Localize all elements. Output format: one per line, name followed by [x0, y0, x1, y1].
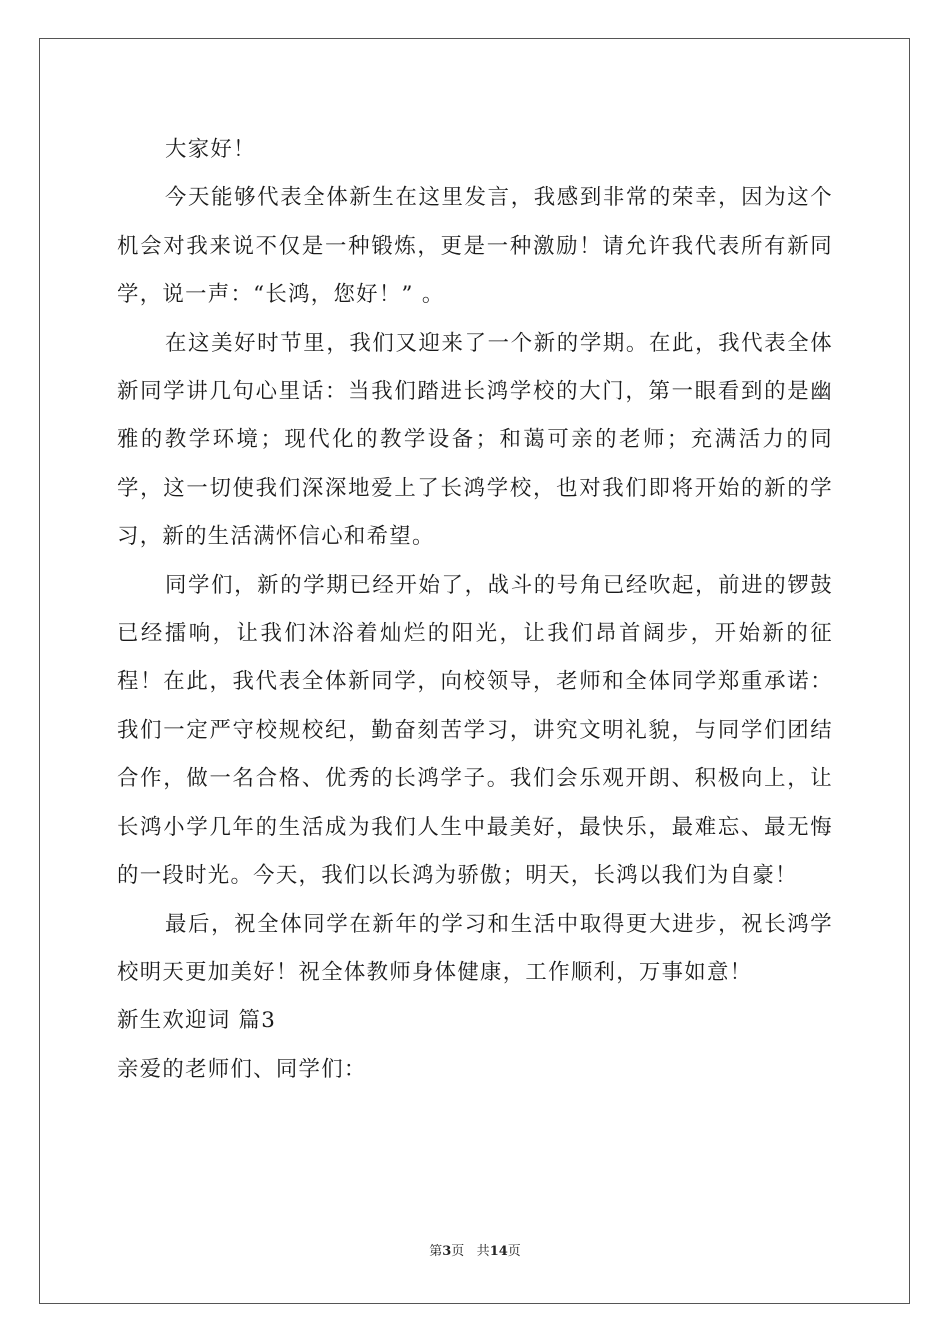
page-number: 3 [442, 1244, 452, 1259]
body-paragraph: 在这美好时节里，我们又迎来了一个新的学期。在此，我代表全体新同学讲几句心里话：当我们踏进长鸿学校的大门，第一眼看到的是幽雅的教学环境；现代化的教学设备；和蔼可亲的老师；充满活力的同学，这一切使我们深深地爱上了长鸿学校，也对我们即将开始的新的学习，新的生活满怀信心和希望。 [117, 330, 833, 550]
document-body [117, 126, 833, 1094]
page-suffix: 页 [451, 1244, 465, 1259]
section-heading: 新生欢迎词 篇3 [117, 1008, 277, 1034]
total-prefix: 共 [476, 1244, 490, 1259]
salutation-paragraph: 亲爱的老师们、同学们： [117, 1056, 367, 1082]
body-paragraph: 同学们，新的学期已经开始了，战斗的号角已经吹起，前进的锣鼓已经擂响，让我们沐浴着灿烂的阳光，让我们昂首阔步，开始新的征程！在此，我代表全体新同学，向校领导，老师和全体同学郑重承诺：我们一定严守校规校纪，勤奋刻苦学习，讲究文明礼貌，与同学们团结合作，做一名合格、优秀的长鸿学子。我们会乐观开朗、积极向上，让长鸿小学几年的生活成为我们人生中最美好，最快乐，最难忘、最无悔的一段时光。今天，我们以长鸿为骄傲；明天，长鸿以我们为自豪！ [117, 572, 833, 889]
body-paragraph: 最后，祝全体同学在新年的学习和生活中取得更大进步，祝长鸿学校明天更加美好！祝全体教师身体健康，工作顺利，万事如意！ [117, 911, 833, 985]
page-prefix: 第 [429, 1244, 443, 1259]
total-suffix: 页 [507, 1244, 521, 1259]
total-pages: 14 [489, 1244, 508, 1259]
body-paragraph: 今天能够代表全体新生在这里发言，我感到非常的荣幸，因为这个机会对我来说不仅是一种锻炼，更是一种激励！请允许我代表所有新同学，说一声：“长鸿，您好！” 。 [117, 185, 833, 308]
greeting-paragraph: 大家好！ [165, 137, 256, 162]
page-footer [0, 1243, 950, 1261]
